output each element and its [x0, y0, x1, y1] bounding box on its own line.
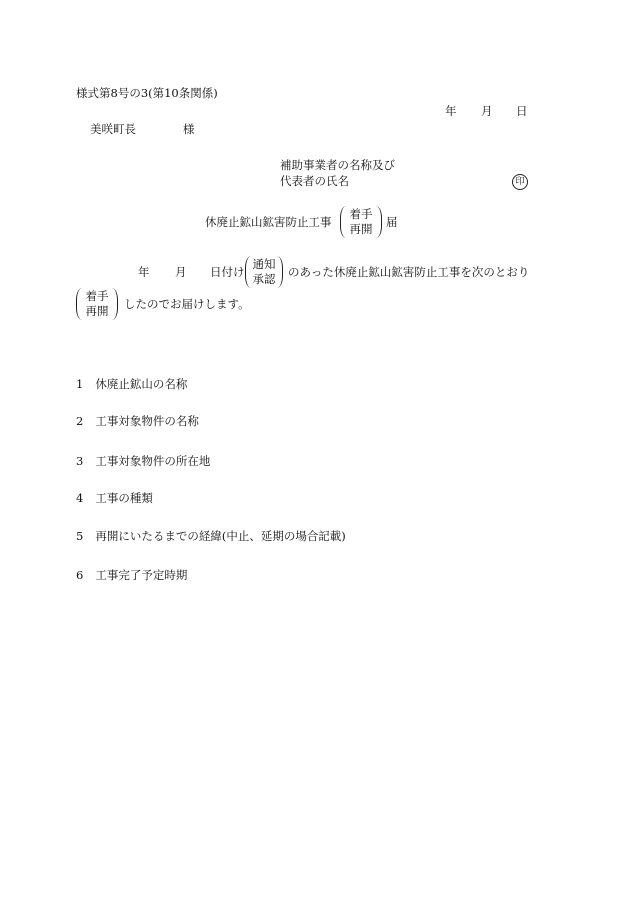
addressee-honorific: 様: [183, 122, 195, 136]
title-prefix: 休廃止鉱山鉱害防止工事: [205, 215, 332, 229]
list-item: [76, 377, 187, 391]
item-label: 工事対象物件の所在地: [95, 454, 211, 468]
body-month-label: 月: [175, 265, 187, 279]
form-id: 様式第8号の3(第10条関係): [76, 86, 218, 100]
list-item: [76, 529, 346, 543]
date-month-label: 月: [481, 104, 493, 118]
body-text-line1: のあった休廃止鉱山鉱害防止工事を次のとおり: [288, 265, 530, 279]
item-label: 工事完了予定時期: [95, 568, 188, 582]
title-option-bracket: [340, 206, 382, 238]
list-item: [76, 491, 153, 505]
option-resume: 再開: [85, 304, 109, 318]
item-number: 2: [76, 414, 84, 428]
list-item: [76, 414, 199, 428]
addressee-name: 美咲町長: [90, 122, 136, 136]
seal-icon: 印: [512, 174, 528, 190]
option-notice: 通知: [252, 257, 276, 271]
item-label: 休廃止鉱山の名称: [95, 377, 188, 391]
item-number: 1: [76, 377, 84, 391]
item-number: 5: [76, 529, 84, 543]
item-label: 再開にいたるまでの経緯(中止、延期の場合記載): [95, 529, 346, 543]
item-number: 4: [76, 491, 84, 505]
body-year-label: 年: [138, 265, 150, 279]
applicant-representative-label: 代表者の氏名: [280, 174, 349, 188]
item-label: 工事の種類: [95, 491, 153, 505]
title-option-start: 着手: [349, 207, 373, 221]
body-option-bracket-1: [245, 256, 283, 288]
date-day-label: 日: [516, 104, 528, 118]
option-start: 着手: [85, 289, 109, 303]
body-text-line2: したのでお届けします。: [124, 297, 250, 311]
date-year-label: 年: [445, 104, 457, 118]
body-day-label: 日付け: [210, 265, 245, 279]
list-item: [76, 568, 187, 582]
list-item: [76, 454, 210, 468]
item-label: 工事対象物件の名称: [95, 414, 199, 428]
option-approval: 承認: [252, 272, 276, 286]
item-number: 6: [76, 568, 84, 582]
body-option-bracket-2: [76, 288, 118, 320]
applicant-name-label: 補助事業者の名称及び: [280, 158, 395, 172]
title-suffix: 届: [386, 215, 398, 229]
item-number: 3: [76, 454, 84, 468]
title-option-resume: 再開: [349, 222, 373, 236]
